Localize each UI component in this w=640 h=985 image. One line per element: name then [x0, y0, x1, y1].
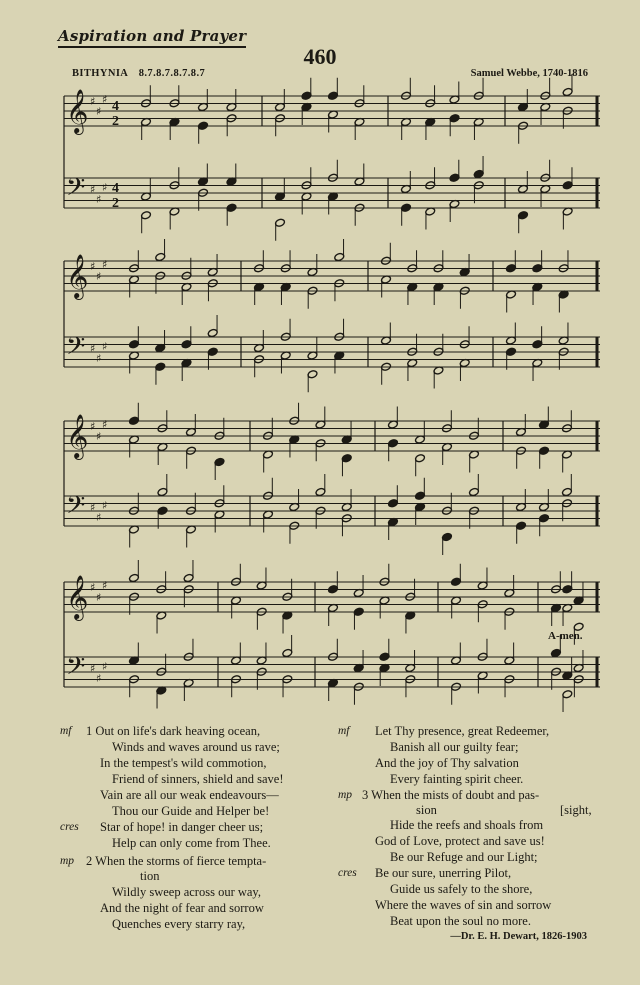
svg-text:♯: ♯ [90, 183, 96, 196]
verse-line: tion [140, 869, 160, 883]
svg-text:♯: ♯ [102, 93, 108, 106]
svg-text:4: 4 [112, 181, 119, 196]
svg-text:♯: ♯ [96, 193, 102, 206]
svg-text:𝄞: 𝄞 [66, 414, 89, 458]
svg-text:♯: ♯ [90, 342, 96, 355]
svg-text:𝄞: 𝄞 [66, 254, 89, 298]
svg-text:♯: ♯ [96, 591, 102, 604]
svg-text:♯: ♯ [96, 105, 102, 118]
svg-text:♯: ♯ [90, 420, 96, 433]
verse-line: Be our Refuge and our Light; [390, 850, 538, 864]
verse-line: Quenches every starry ray, [112, 917, 246, 931]
hymn-author: —Dr. E. H. Dewart, 1826-1903 [450, 931, 587, 942]
svg-text:𝄢: 𝄢 [66, 491, 86, 526]
dynamic-mark: cres [60, 821, 79, 833]
verse-line: Vain are all our weak endeavours— [100, 788, 279, 802]
svg-text:♯: ♯ [90, 260, 96, 273]
svg-text:♯: ♯ [96, 511, 102, 524]
tune-name: BITHYNIA [72, 68, 128, 79]
amen-label: A-men. [548, 630, 583, 642]
verse-line: sion [416, 803, 437, 817]
dynamic-mark: mf [60, 725, 72, 737]
svg-text:♯: ♯ [96, 352, 102, 365]
hymn-number: 460 [303, 44, 337, 69]
verse-line: [sight, [560, 803, 592, 817]
svg-text:𝄢: 𝄢 [66, 173, 86, 208]
dynamic-mark: cres [338, 867, 357, 879]
verse-line: Where the waves of sin and sorrow [375, 898, 552, 912]
svg-text:♯: ♯ [90, 662, 96, 675]
verse-line: Help can only come from Thee. [112, 836, 271, 850]
verse-line: In the tempest's wild commotion, [100, 756, 267, 770]
svg-text:♯: ♯ [102, 418, 108, 431]
verse-line: And the night of fear and sorrow [100, 901, 264, 915]
svg-text:2: 2 [112, 114, 119, 129]
verse-line: Thou our Guide and Helper be! [112, 804, 270, 818]
svg-text:♯: ♯ [102, 579, 108, 592]
svg-text:♯: ♯ [102, 499, 108, 512]
svg-text:♯: ♯ [90, 581, 96, 594]
verse-line: Every fainting spirit cheer. [390, 772, 524, 786]
svg-text:2: 2 [112, 196, 119, 211]
tune-meter: 8.7.8.7.8.7.8.7 [138, 68, 206, 79]
svg-text:4: 4 [112, 99, 119, 114]
verse-line: Guide us safely to the shore, [390, 882, 533, 896]
verse-line: Friend of sinners, shield and save! [112, 772, 284, 786]
verse-line: Be our sure, unerring Pilot, [375, 866, 512, 880]
verse-line: And the joy of Thy salvation [375, 756, 519, 770]
verse-line: Hide the reefs and shoals from [390, 818, 544, 832]
verse-line: God of Love, protect and save us! [375, 834, 545, 848]
svg-text:𝄢: 𝄢 [66, 652, 86, 687]
svg-text:♯: ♯ [96, 672, 102, 685]
svg-text:♯: ♯ [102, 660, 108, 673]
dynamic-mark: mp [60, 855, 75, 867]
verse-line: 2 When the storms of fierce tempta- [86, 854, 267, 868]
svg-text:𝄞: 𝄞 [66, 575, 89, 619]
verse-line: Star of hope! in danger cheer us; [100, 820, 264, 834]
svg-text:♯: ♯ [102, 340, 108, 353]
svg-text:♯: ♯ [96, 430, 102, 443]
composer: Samuel Webbe, 1740-1816 [470, 68, 588, 79]
svg-text:𝄞: 𝄞 [66, 89, 89, 133]
svg-text:♯: ♯ [102, 258, 108, 271]
section-title: Aspiration and Prayer [58, 27, 246, 48]
verse-line: 3 When the mists of doubt and pas- [362, 788, 540, 802]
verse-line: Beat upon the soul no more. [390, 914, 531, 928]
dynamic-mark: mp [338, 789, 353, 801]
svg-text:♯: ♯ [102, 181, 108, 194]
svg-text:𝄢: 𝄢 [66, 332, 86, 367]
verse-line: Banish all our guilty fear; [390, 740, 519, 754]
verse-line: Wildly sweep across our way, [112, 885, 261, 899]
svg-text:♯: ♯ [90, 95, 96, 108]
verse-line: Winds and waves around us rave; [112, 740, 280, 754]
svg-text:♯: ♯ [96, 270, 102, 283]
svg-text:♯: ♯ [90, 501, 96, 514]
dynamic-mark: mf [338, 725, 350, 737]
verse-line: 1 Out on life's dark heaving ocean, [86, 724, 261, 738]
verse-line: Let Thy presence, great Redeemer, [375, 724, 550, 738]
